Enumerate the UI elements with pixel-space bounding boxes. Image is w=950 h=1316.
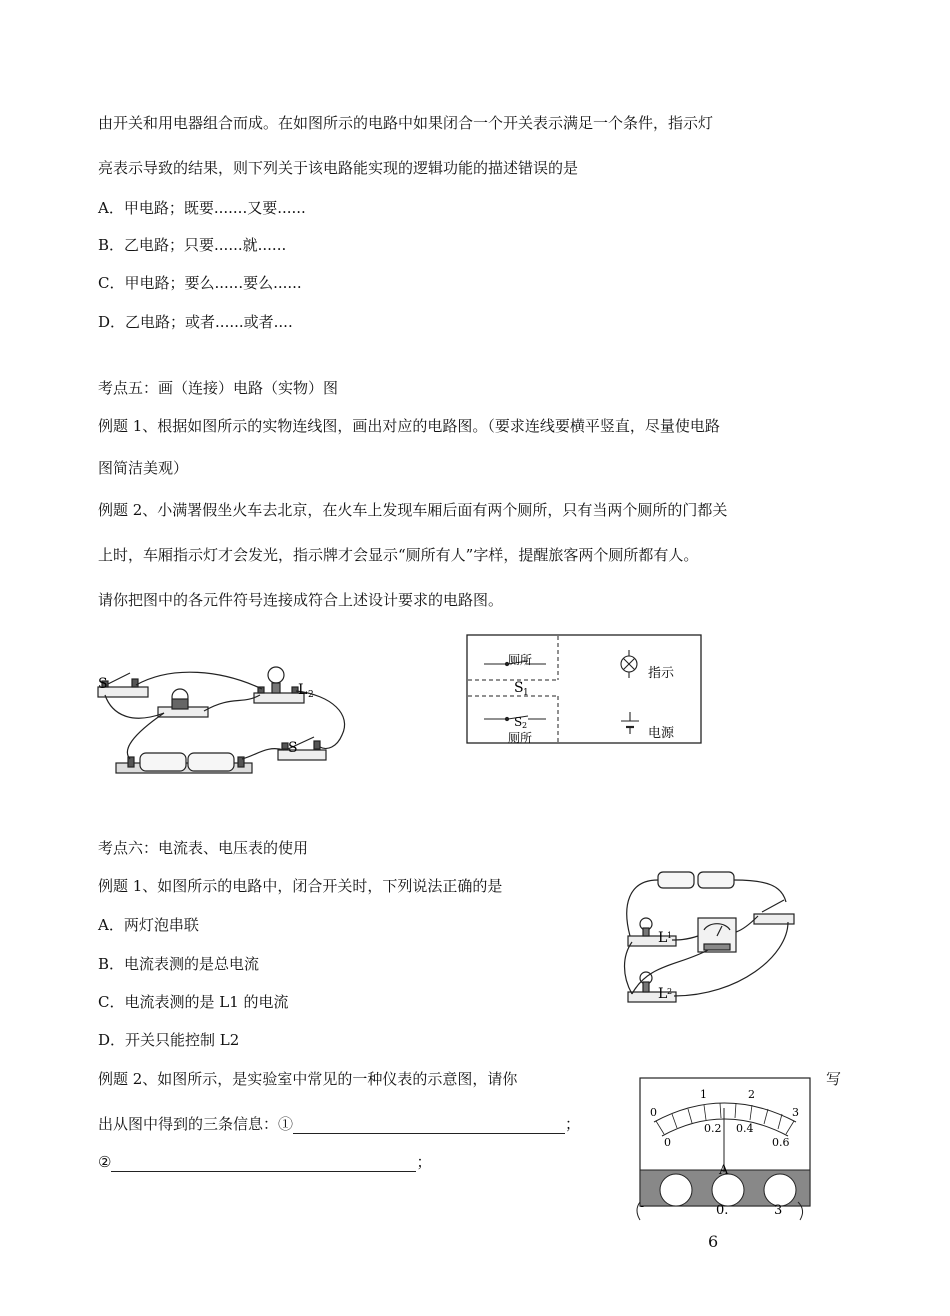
answer-suffix: ； xyxy=(416,1153,432,1171)
label-l1-sub: 1 xyxy=(667,931,673,940)
answer-blank-1[interactable] xyxy=(293,1119,565,1134)
answer-suffix: ； xyxy=(565,1115,581,1133)
inner-scale-label: 0 xyxy=(664,1136,671,1149)
toilet-indicator-figure xyxy=(466,634,702,746)
label-s1: S xyxy=(514,680,524,696)
label-l2: L xyxy=(658,986,668,1002)
inner-scale-label: 0.2 xyxy=(704,1122,722,1135)
example-line: 例题 2、小满署假坐火车去北京，在火车上发现车厢后面有两个厕所，只有当两个厕所的门都关 xyxy=(98,501,728,519)
label-s2-sub: 2 xyxy=(522,721,528,730)
page-number: 6 xyxy=(708,1232,719,1251)
paragraph-line: 由开关和用电器组合而成。在如图所示的电路中如果闭合一个开关表示满足一个条件，指示灯 xyxy=(98,114,714,132)
label-s2: S xyxy=(514,715,523,729)
inner-scale-label: 0.6 xyxy=(772,1136,790,1149)
label-indicator: 指示 xyxy=(648,666,675,681)
example-line: 图简洁美观） xyxy=(98,459,189,477)
label-l2-sub: 2 xyxy=(308,690,314,700)
ammeter-dial-figure xyxy=(632,1074,812,1224)
answer-prefix: 出从图中得到的三条信息：① xyxy=(98,1115,294,1133)
option-a: A．甲电路；既要.......又要...... xyxy=(98,199,306,217)
outer-scale-label: 3 xyxy=(792,1106,799,1119)
physical-circuit-figure xyxy=(92,655,362,790)
example-line-continuation: 写 xyxy=(826,1070,842,1088)
label-s1: S xyxy=(98,676,108,692)
outer-scale-label: 1 xyxy=(700,1088,707,1101)
example-line: 例题 2、如图所示，是实验室中常见的一种仪表的示意图，请你 xyxy=(98,1070,518,1088)
example-line: 上时，车厢指示灯才会发光，指示牌才会显示“厕所有人”字样，提醒旅客两个厕所都有人。 xyxy=(98,546,699,564)
paragraph-line: 亮表示导致的结果，则下列关于该电路能实现的逻辑功能的描述错误的是 xyxy=(98,159,579,177)
example-line: 例题 1、根据如图所示的实物连线图，画出对应的电路图。（要求连线要横平竖直，尽量使电路 xyxy=(98,417,720,435)
inner-scale-label: 0.4 xyxy=(736,1122,754,1135)
label-l2-sub: 2 xyxy=(667,987,673,996)
label-l2: L xyxy=(298,682,308,698)
example-line: 例题 1、如图所示的电路中，闭合开关时，下列说法正确的是 xyxy=(98,877,503,895)
terminal-label: 0. xyxy=(716,1203,729,1218)
ammeter-circuit-figure xyxy=(618,866,802,1016)
outer-scale-label: 0 xyxy=(650,1106,657,1119)
label-toilet-1: 厕所 xyxy=(508,653,533,667)
option-d: D．乙电路；或者......或者.... xyxy=(98,313,293,331)
section-title: 考点五：画（连接）电路（实物）图 xyxy=(98,379,339,397)
terminal-label: - xyxy=(640,1199,645,1213)
answer-line-1 xyxy=(98,1114,580,1134)
label-s2: S xyxy=(288,740,298,756)
answer-line-2 xyxy=(98,1152,431,1172)
answer-blank-2[interactable] xyxy=(111,1157,416,1172)
option-b: B．电流表测的是总电流 xyxy=(98,955,260,973)
answer-prefix: ② xyxy=(98,1153,112,1171)
example-line: 请你把图中的各元件符号连接成符合上述设计要求的电路图。 xyxy=(98,591,504,609)
option-a: A．两灯泡串联 xyxy=(98,916,199,934)
option-c: C．甲电路；要么......要么...... xyxy=(98,274,302,292)
label-s1-sub: 1 xyxy=(523,688,529,698)
label-l1: L xyxy=(658,930,668,946)
option-d: D．开关只能控制 L2 xyxy=(98,1031,240,1049)
section-title: 考点六：电流表、电压表的使用 xyxy=(98,839,309,857)
label-toilet-2: 厕所 xyxy=(508,731,533,745)
terminal-label: 3 xyxy=(774,1203,783,1218)
option-c: C．电流表测的是 L1 的电流 xyxy=(98,993,289,1011)
option-b: B．乙电路；只要......就...... xyxy=(98,236,287,254)
unit-label: A xyxy=(719,1163,729,1178)
outer-scale-label: 2 xyxy=(748,1088,755,1101)
label-power: 电源 xyxy=(648,726,675,741)
